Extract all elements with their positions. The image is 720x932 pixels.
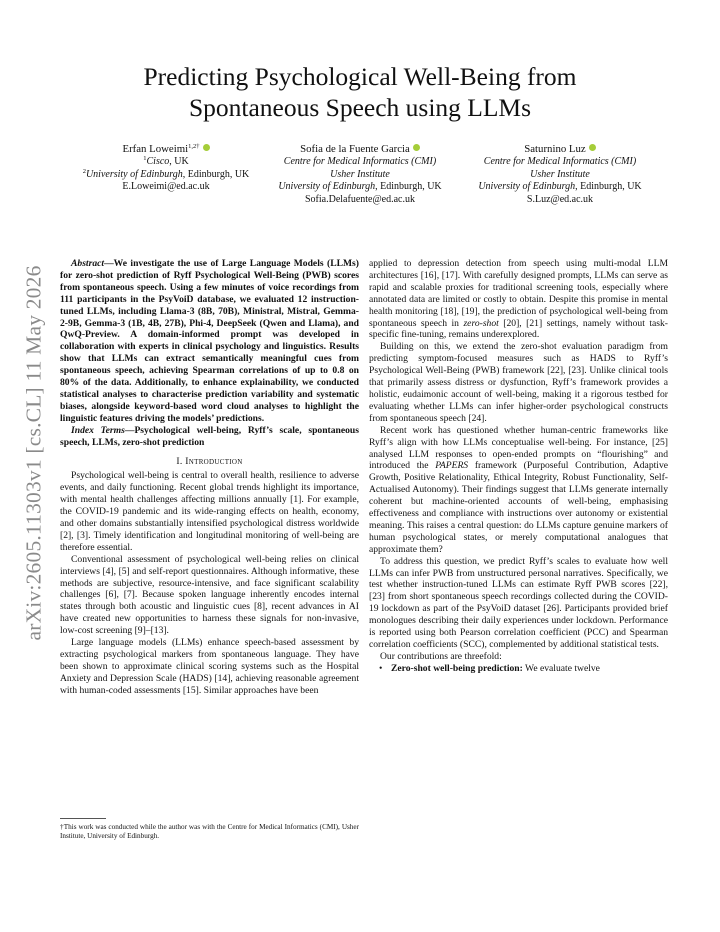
index-terms bbox=[60, 425, 359, 449]
author-block-1: Erfan Loweimi$^{1,2\dagger}$ $^1$Cisco, UK $^2$University of Edinburgh, Edinburgh, UK E.Loweimi@ed.ac.uk bbox=[60, 143, 272, 194]
intro-paragraph-1: Psychological well-being is central to overall health, resilience to adverse events, and daily functioning. Recent global trends highlight its importance, with mental health challenges affecting millions annually [1]. For example, the COVID-19 pandemic and its wide-ranging effects on health, economy, and other domains substantially intensified psychological distress worldwide [2], [3]. Timely identification and longitudinal monitoring of well-being are therefore essential. bbox=[60, 470, 359, 553]
bullet-icon: • bbox=[379, 662, 383, 674]
right-paragraph-5: Our contributions are threefold: bbox=[380, 650, 502, 662]
arxiv-identifier bbox=[14, 258, 54, 648]
footnote-rule bbox=[60, 818, 106, 819]
author-affil-sup: 1,2† bbox=[188, 143, 200, 150]
right-paragraph-4: To address this question, we predict Ryff’s scales to evaluate how well LLMs can infer PWB from unstructured personal narratives. Specifically, we test whether instruction-tuned LLMs can estimate Ryff PWB scores [22], [23] from short spontaneous speech recordings collected during the COVID-19 lockdown as part of the PsyVoiD dataset [26]. Participants provided brief monologues describing their daily experiences under lockdown. Performance is reported using both Pearson correlation coefficient (PCC) and Spearman correlation coefficients (SCC), complemented by additional statistical tests. bbox=[369, 555, 668, 650]
affiliation-edinburgh: University of Edinburgh bbox=[478, 181, 576, 193]
right-paragraph-1: applied to depression detection from speech using multi-modal LLM architectures [16], [17]. With carefully designed prompts, LLMs can serve as rapid and scalable proxies for traditional screening tools, especially where annotated data are limited or costly to obtain. Despite this promise in mental health monitoring [18], [19], the prediction of psychological well-being from spontaneous speech in zero-shot [20], [21] settings, namely without task-specific fine-tuning, remains underexplored. bbox=[369, 258, 668, 341]
orcid-icon[interactable] bbox=[413, 144, 420, 151]
contribution-item-1: • Zero-shot well-being prediction: We evaluate twelve bbox=[379, 662, 600, 674]
affiliation-cisco: Cisco bbox=[146, 156, 170, 168]
author-name: Saturnino Luz bbox=[524, 143, 586, 155]
contribution-label: Zero-shot well-being prediction: bbox=[391, 662, 523, 674]
author-block-2: Sofia de la Fuente Garcia Centre for Medical Informatics (CMI) Usher Institute University of Edinburgh, Edinburgh, UK Sofia.Delafuente@ed.ac.uk bbox=[258, 143, 462, 206]
author-name: Erfan Loweimi bbox=[122, 143, 189, 155]
paper-title bbox=[60, 61, 660, 123]
footnote: †This work was conducted while the author was with the Centre for Medical Informatics (CMI), Usher Institute, University of Edinburgh. bbox=[60, 823, 359, 840]
author-name: Sofia de la Fuente Garcia bbox=[300, 143, 410, 155]
orcid-icon[interactable] bbox=[589, 144, 596, 151]
affiliation-usher: Usher Institute bbox=[530, 168, 590, 180]
title-line-1: Predicting Psychological Well-Being from bbox=[143, 62, 577, 91]
title-line-2: Spontaneous Speech using LLMs bbox=[188, 93, 532, 122]
affiliation-cmi: Centre for Medical Informatics (CMI) bbox=[283, 156, 437, 168]
author-email[interactable]: Sofia.Delafuente@ed.ac.uk bbox=[305, 193, 415, 205]
arxiv-id-text: arXiv:2605.11303v1 [cs.CL] 11 May 2026 bbox=[21, 265, 46, 641]
intro-paragraph-2: Conventional assessment of psychological well-being relies on clinical interviews [4], [5] and self-report questionnaires. Although informative, these methods are subjective, resource-intensive, and face significant scalability challenges [6], [7]. Because spoken language inherently encodes internal states through both acoustic and linguistic cues [8], recent advances in AI have created new opportunities to harness these signals for non-invasive, low-cost screening [9]–[13]. bbox=[60, 553, 359, 637]
index-terms-label: Index Terms bbox=[71, 424, 125, 436]
abstract bbox=[60, 258, 359, 425]
right-paragraph-3: Recent work has questioned whether human-centric frameworks like Ryff’s align with how LLMs conceptualise well-being. For instance, [25] analysed LLM responses to open-ended prompts on “flourishing” and introduced the PAPERS framework (Purposeful Contribution, Adaptive Growth, Positive Relationality, Ethical Integrity, Robust Functionality, Self-Actualised Autonomy). Their findings suggest that LLMs generate internally coherent but machine-oriented accounts of well-being, emphasising effectiveness and compliance with instructions over autonomy or existential meaning. This raises a central question: do LLMs capture genuine markers of human psychological states, or merely computational analogues that approximate them? bbox=[369, 424, 668, 555]
section-heading-introduction: I. Introduction bbox=[176, 455, 243, 467]
intro-paragraph-3: Large language models (LLMs) enhance speech-based assessment by extracting psychological markers from spontaneous language. They have been shown to approximate clinical scoring systems such as the Hospital Anxiety and Depression Scale (HADS) [14], achieving reasonable agreement with human-coded assessments [15]. Similar approaches have been bbox=[60, 637, 359, 696]
affiliation-edinburgh: University of Edinburgh bbox=[278, 181, 376, 193]
abstract-label: Abstract bbox=[71, 258, 105, 269]
author-block-3: Saturnino Luz Centre for Medical Informatics (CMI) Usher Institute University of Edinburgh, Edinburgh, UK S.Luz@ed.ac.uk bbox=[458, 143, 662, 206]
affiliation-usher: Usher Institute bbox=[330, 168, 390, 180]
left-column bbox=[60, 258, 359, 697]
author-email[interactable]: E.Loweimi@ed.ac.uk bbox=[122, 181, 210, 193]
orcid-icon[interactable] bbox=[203, 144, 210, 151]
right-paragraph-2: Building on this, we extend the zero-shot evaluation paradigm from predicting symptom-focused measures such as HADS to Ryff’s Psychological Well-Being (PWB) framework [22], [23]. Unlike clinical tools that primarily assess distress or dysfunction, Ryff’s framework provides a holistic, eudaimonic account of well-being, making it a rigorous testbed for evaluating whether LLMs can infer higher-order psychological constructs from spontaneous speech [24]. bbox=[369, 341, 668, 424]
index-terms-text: —Psychological well-being, Ryff’s scale, spontaneous speech, LLMs, zero-shot prediction bbox=[60, 424, 359, 448]
affiliation-cmi: Centre for Medical Informatics (CMI) bbox=[483, 156, 637, 168]
right-column bbox=[369, 258, 668, 675]
author-email[interactable]: S.Luz@ed.ac.uk bbox=[526, 193, 594, 205]
abstract-text: —We investigate the use of Large Language Models (LLMs) for zero-shot prediction of Ryff Psychological Well-Being (PWB) scores from spontaneous speech. Using a few minutes of voice recordings from 111 participants in the PsyVoiD database, we evaluated 12 instruction-tuned LLMs, including Llama-3 (8B, 70B), Ministral, Mistral, Gemma-2-9B, Gemma-3 (1B, 4B, 27B), Phi-4, DeepSeek (Qwen and Llama), and QwQ-Preview. A domain-informed prompt was developed in collaboration with experts in clinical psychology and linguistics. Results show that LLMs can extract semantically meaningful cues from spontaneous speech, achieving Spearman correlations of up to 0.8 on 80% of the data. Additionally, to enhance explainability, we conducted statistical analyses to characterise prediction variability and systematic biases, alongside keyword-based word cloud analyses to highlight the linguistic features driving the models’ predictions. bbox=[60, 258, 359, 424]
affiliation-edinburgh: University of Edinburgh bbox=[85, 168, 183, 180]
